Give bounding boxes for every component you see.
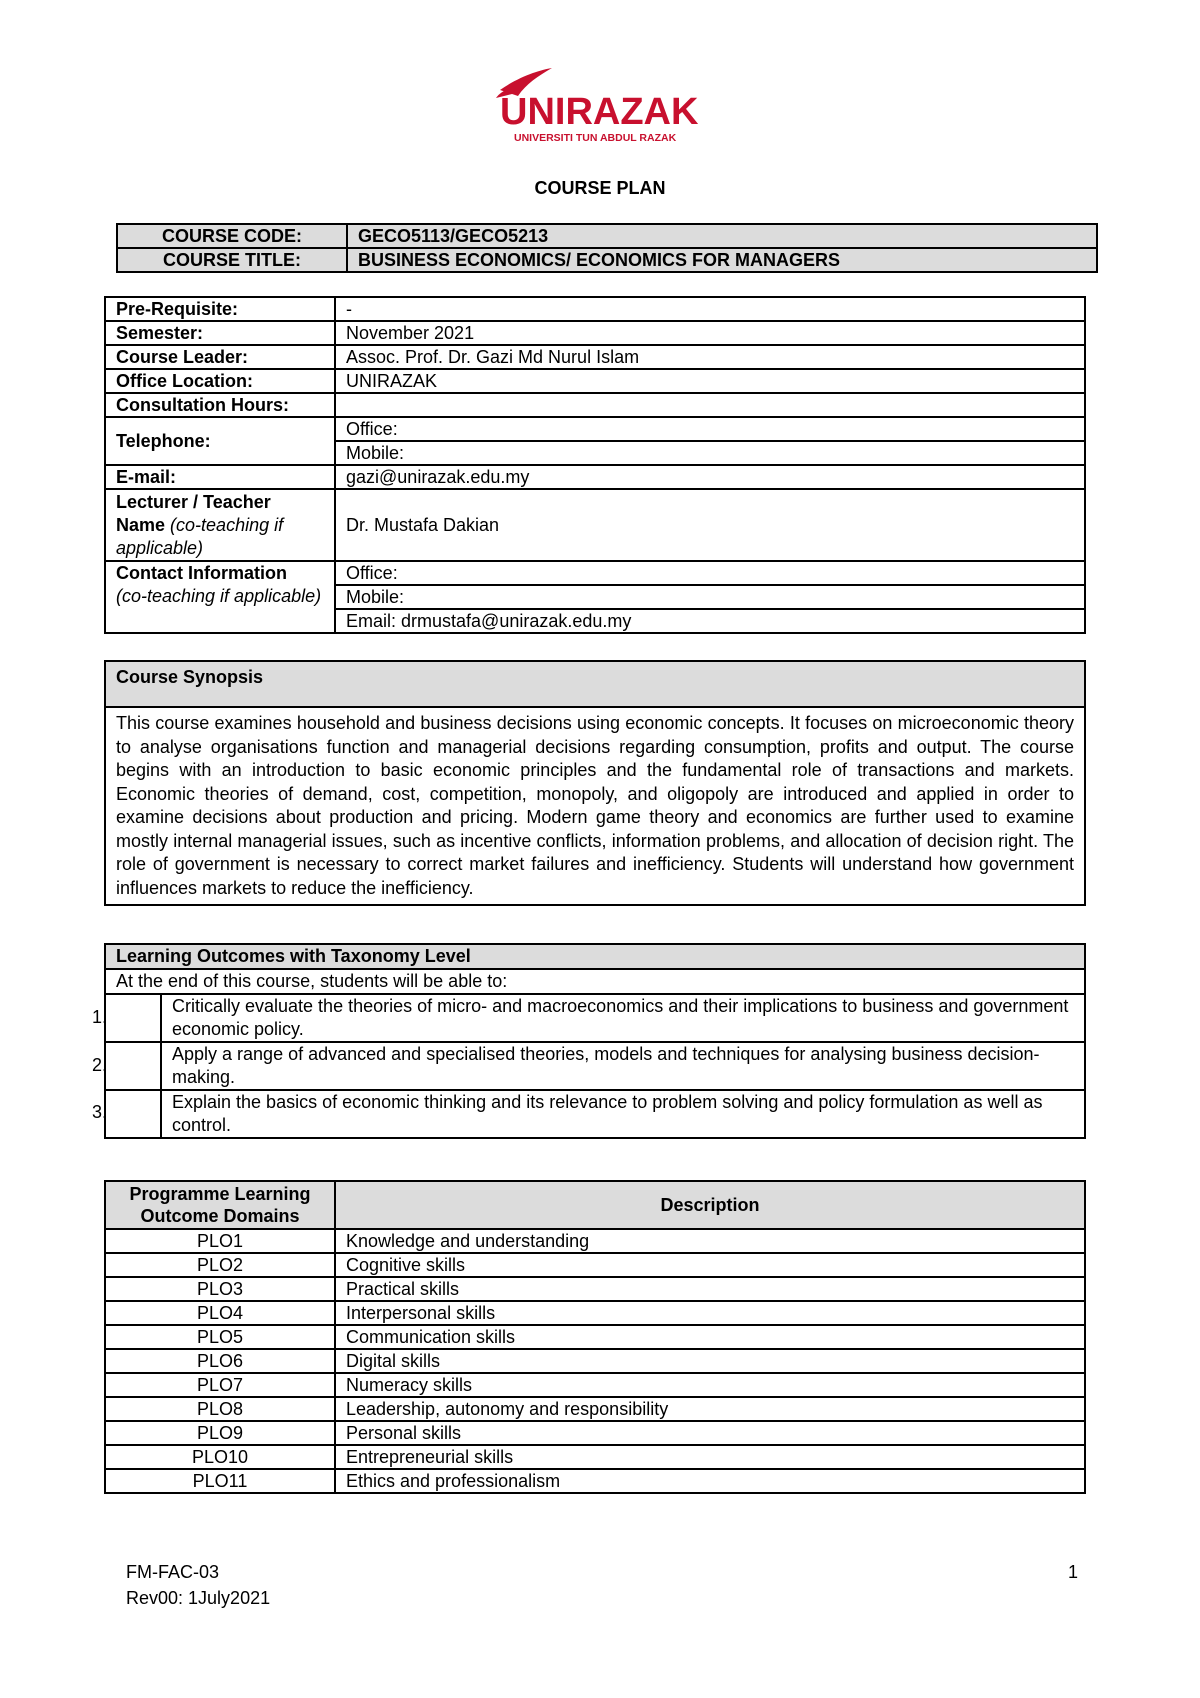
synopsis-heading: Course Synopsis <box>105 661 1085 707</box>
outcome-number-cell <box>105 994 161 1042</box>
contact-label: Contact Information <box>116 563 287 583</box>
contact-mobile: Mobile: <box>335 585 1085 609</box>
plo-code: PLO1 <box>105 1229 335 1253</box>
outcome-number-cell <box>105 1042 161 1090</box>
outcome-number-cell <box>105 1090 161 1138</box>
table-row <box>105 1301 1085 1325</box>
plo-code: PLO3 <box>105 1277 335 1301</box>
plo-desc: Practical skills <box>335 1277 1085 1301</box>
course-identity-table <box>116 223 1098 273</box>
course-code-value: GECO5113/GECO5213 <box>347 224 1097 248</box>
contact-note: (co-teaching if applicable) <box>116 586 322 606</box>
semester-value: November 2021 <box>335 321 1085 345</box>
table-row <box>105 1349 1085 1373</box>
table-row <box>105 1229 1085 1253</box>
logo-brand: UNIRAZAK <box>500 91 699 133</box>
outcome-text: Explain the basics of economic thinking and its relevance to problem solving and policy formulation as well as control. <box>161 1090 1085 1138</box>
plo-desc: Ethics and professionalism <box>335 1469 1085 1493</box>
plo-desc: Entrepreneurial skills <box>335 1445 1085 1469</box>
lecturer-label-cell <box>105 489 335 561</box>
lecturer-value: Dr. Mustafa Dakian <box>335 489 1085 561</box>
outcomes-intro: At the end of this course, students will be able to: <box>105 969 1085 994</box>
plo-desc: Knowledge and understanding <box>335 1229 1085 1253</box>
list-item <box>105 1090 1085 1138</box>
plo-desc: Numeracy skills <box>335 1373 1085 1397</box>
footer-revision: Rev00: 1July2021 <box>126 1588 271 1608</box>
office-location-value: UNIRAZAK <box>335 369 1085 393</box>
outcome-text: Apply a range of advanced and specialised theories, models and techniques for analysing business decision-making. <box>161 1042 1085 1090</box>
plo-code: PLO7 <box>105 1373 335 1397</box>
plo-code: PLO11 <box>105 1469 335 1493</box>
plo-header-description: Description <box>335 1181 1085 1229</box>
office-location-label: Office Location: <box>105 369 335 393</box>
synopsis-text: This course examines household and business decisions using economic concepts. It focuses on microeconomic theory to analyse organisations function and managerial decisions regarding consumption, profits and output. The course begins with an introduction to basic economic principles and the fundamental role of transactions and markets. Economic theories of demand, cost, competition, monopoly, and oligopoly are introduced and applied in order to examine decisions about production and pricing. Modern game theory and economics are further used to examine mostly internal managerial issues, such as incentive conflicts, information problems, and allocation of decision right. The role of government is necessary to correct market failures and inefficiency. Students will understand how government influences markets to reduce the inefficiency. <box>105 707 1085 905</box>
plo-code: PLO10 <box>105 1445 335 1469</box>
page-title: COURSE PLAN <box>534 178 666 198</box>
plo-desc: Cognitive skills <box>335 1253 1085 1277</box>
plo-desc: Interpersonal skills <box>335 1301 1085 1325</box>
logo-swoosh-icon <box>490 68 720 148</box>
course-title-value: BUSINESS ECONOMICS/ ECONOMICS FOR MANAGERS <box>347 248 1097 272</box>
plo-code: PLO8 <box>105 1397 335 1421</box>
synopsis-table <box>104 660 1086 906</box>
course-code-label: COURSE CODE: <box>117 224 347 248</box>
plo-code: PLO6 <box>105 1349 335 1373</box>
plo-desc: Personal skills <box>335 1421 1085 1445</box>
plo-desc: Communication skills <box>335 1325 1085 1349</box>
table-row <box>117 248 1097 272</box>
table-row <box>105 1397 1085 1421</box>
consultation-value <box>335 393 1085 417</box>
table-row <box>105 1373 1085 1397</box>
consultation-label: Consultation Hours: <box>105 393 335 417</box>
plo-code: PLO2 <box>105 1253 335 1277</box>
plo-code: PLO9 <box>105 1421 335 1445</box>
outcome-number: 2. <box>92 1055 108 1075</box>
semester-label: Semester: <box>105 321 335 345</box>
prereq-value: - <box>335 297 1085 321</box>
footer-form-code: FM-FAC-03 <box>126 1562 220 1582</box>
plo-code: PLO5 <box>105 1325 335 1349</box>
table-row <box>105 1277 1085 1301</box>
leader-label: Course Leader: <box>105 345 335 369</box>
outcome-number: 1. <box>92 1007 108 1027</box>
email-value: gazi@unirazak.edu.my <box>335 465 1085 489</box>
table-row <box>117 224 1097 248</box>
plo-code: PLO4 <box>105 1301 335 1325</box>
leader-value: Assoc. Prof. Dr. Gazi Md Nurul Islam <box>335 345 1085 369</box>
list-item <box>105 1042 1085 1090</box>
outcome-number: 3. <box>92 1102 108 1122</box>
learning-outcomes-table <box>104 943 1086 1139</box>
outcomes-heading: Learning Outcomes with Taxonomy Level <box>105 944 1085 969</box>
unirazak-logo <box>490 68 720 148</box>
logo-subtitle: UNIVERSITI TUN ABDUL RAZAK <box>514 132 677 144</box>
plo-table <box>104 1180 1086 1494</box>
list-item <box>105 994 1085 1042</box>
table-row <box>105 1421 1085 1445</box>
plo-header-domain: Programme Learning Outcome Domains <box>105 1181 335 1229</box>
contact-label-cell <box>105 561 335 633</box>
contact-office: Office: <box>335 561 1085 585</box>
plo-desc: Leadership, autonomy and responsibility <box>335 1397 1085 1421</box>
telephone-label: Telephone: <box>105 417 335 465</box>
outcome-text: Critically evaluate the theories of micro- and macroeconomics and their implications to business and government economic policy. <box>161 994 1085 1042</box>
table-row <box>105 1445 1085 1469</box>
prereq-label: Pre-Requisite: <box>105 297 335 321</box>
course-title-label: COURSE TITLE: <box>117 248 347 272</box>
lecturer-note: (co-teaching if applicable) <box>116 514 284 558</box>
course-info-table <box>104 296 1086 634</box>
table-row <box>105 1253 1085 1277</box>
table-row <box>105 1469 1085 1493</box>
telephone-mobile: Mobile: <box>335 441 1085 465</box>
email-label: E-mail: <box>105 465 335 489</box>
lecturer-label: Lecturer / Teacher Name <box>116 491 271 535</box>
page-number: 1 <box>1068 1562 1079 1582</box>
telephone-office: Office: <box>335 417 1085 441</box>
plo-desc: Digital skills <box>335 1349 1085 1373</box>
contact-email: Email: drmustafa@unirazak.edu.my <box>335 609 1085 633</box>
table-row <box>105 1325 1085 1349</box>
